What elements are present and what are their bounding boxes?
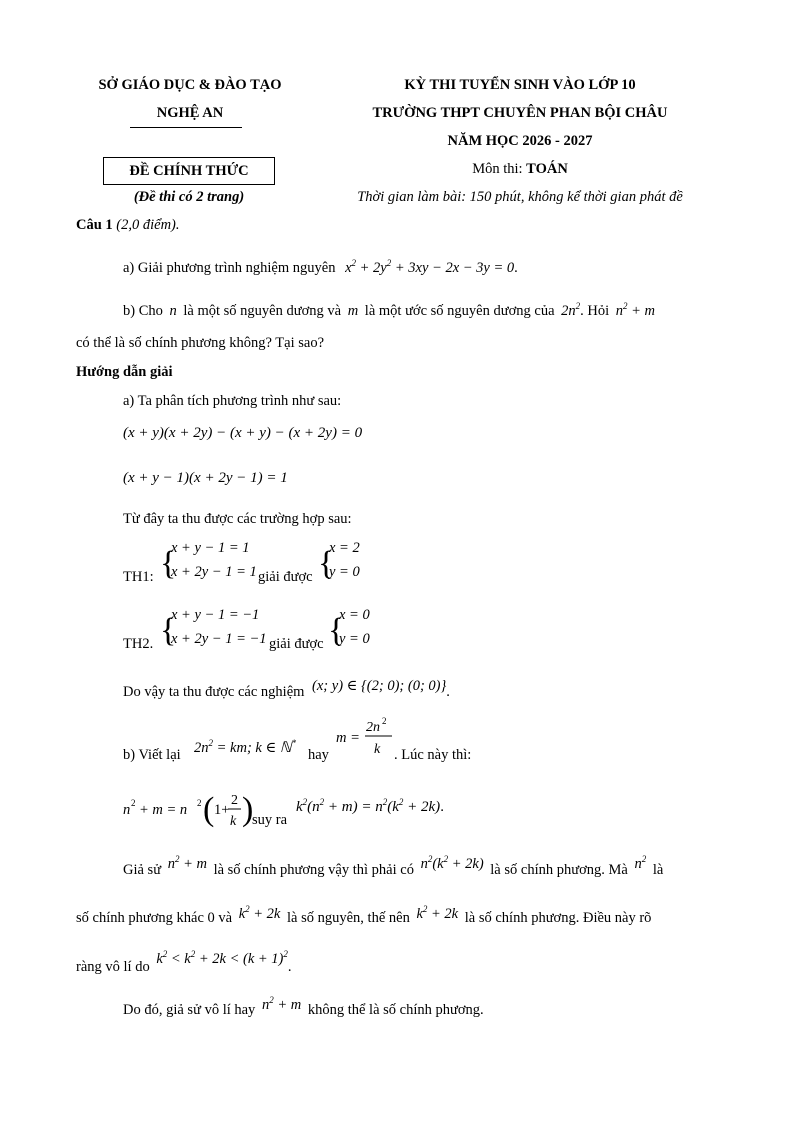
province-name: NGHỆ AN bbox=[156, 105, 224, 121]
p3-inequality: $k^2 < k^2 + 2k < (k + 1)^2$ bbox=[156, 949, 288, 967]
svg-text:2: 2 bbox=[382, 716, 387, 726]
official-stamp-box bbox=[103, 157, 275, 185]
paragraph-3: ràng vô lí do $k^2 < k^2 + 2k < (k + 1)^2$. bbox=[76, 949, 292, 975]
k2-identity: $k^2(n^2 + m) = n^2(k^2 + 2k)$. bbox=[296, 797, 444, 815]
school-year: NĂM HỌC 2026 - 2027 bbox=[447, 133, 593, 149]
p1-text-b: là số chính phương vậy thì phải có bbox=[213, 861, 414, 878]
svg-text:y = 0: y = 0 bbox=[329, 564, 360, 580]
question-points: (2,0 điểm). bbox=[112, 217, 180, 233]
hay-word: hay bbox=[308, 747, 329, 763]
svg-text:k: k bbox=[230, 814, 237, 829]
part-b-prompt bbox=[123, 301, 655, 320]
luc-nay-text: . Lúc này thì: bbox=[394, 747, 472, 763]
svg-text:2: 2 bbox=[197, 798, 202, 808]
factored-equation-1: (x + y)(x + 2y) − (x + y) − (x + 2y) = 0 bbox=[123, 425, 363, 441]
paragraph-1 bbox=[123, 854, 664, 879]
exam-title: KỲ THI TUYỂN SINH VÀO LỚP 10 bbox=[404, 77, 636, 93]
time-note: Thời gian làm bài: 150 phút, không kể thời gian phát đề bbox=[357, 189, 683, 205]
svg-text:2: 2 bbox=[131, 798, 136, 808]
part-a-equation: $x^2 + 2y^2 + 3xy - 2x - 3y = 0$ bbox=[345, 258, 515, 276]
question-number: Câu 1 bbox=[76, 217, 113, 233]
rewrite-text: b) Viết lại bbox=[123, 747, 181, 763]
expr-2n2: $2n^2$ bbox=[561, 301, 581, 319]
p1-text-c: là số chính phương. Mà bbox=[490, 861, 628, 878]
paragraph-2 bbox=[76, 904, 652, 927]
pages-note: (Đề thi có 2 trang) bbox=[133, 189, 245, 205]
part-b-text-3: là một ước số nguyên dương của bbox=[364, 302, 555, 319]
official-label: ĐỀ CHÍNH THỨC bbox=[129, 163, 249, 179]
svg-text:x = 0: x = 0 bbox=[339, 607, 370, 623]
case-1-label: TH1: bbox=[123, 569, 154, 585]
suy-ra-text: suy ra bbox=[252, 812, 288, 828]
p2-text-b: là số nguyên, thế nên bbox=[287, 909, 410, 926]
header-divider bbox=[130, 127, 242, 128]
solution-heading: Hướng dẫn giải bbox=[76, 364, 173, 380]
svg-text:x + y − 1 = −1: x + y − 1 = −1 bbox=[171, 607, 260, 623]
part-a-text: a) Giải phương trình nghiệm nguyên bbox=[123, 259, 336, 276]
p3-text-a: ràng vô lí do bbox=[76, 958, 150, 975]
factored-equation-2: (x + y − 1)(x + 2y − 1) = 1 bbox=[123, 470, 288, 486]
svg-text:(: ( bbox=[203, 791, 215, 828]
m-fraction bbox=[336, 716, 396, 764]
solution-a-conclusion: Do vậy ta thu được các nghiệm (x; y) ∈ {(2; 0); (0; 0)}. bbox=[123, 678, 450, 700]
svg-text:1+: 1+ bbox=[214, 802, 230, 818]
final-conclusion bbox=[123, 995, 484, 1019]
svg-text:n: n bbox=[123, 802, 131, 818]
part-b-text-2: là một số nguyên dương và bbox=[183, 302, 342, 319]
p2-text-c: là số chính phương. Điều này rõ bbox=[464, 909, 652, 926]
subject-prefix: Môn thi: bbox=[472, 161, 527, 177]
part-b-text-4: . Hỏi bbox=[580, 302, 610, 319]
solution-a-intro: a) Ta phân tích phương trình như sau: bbox=[123, 393, 342, 409]
svg-text:m =: m = bbox=[336, 730, 360, 746]
question-title bbox=[76, 217, 180, 234]
final-text-b: không thể là số chính phương. bbox=[307, 1001, 484, 1018]
p1-expr-b: $n^2(k^2 + 2k)$ bbox=[420, 854, 484, 872]
svg-text:): ) bbox=[242, 791, 253, 828]
n2-plus-m-expansion bbox=[123, 790, 253, 838]
final-text-a: Do đó, giả sử vô lí hay bbox=[123, 1001, 256, 1018]
svg-text:{: { bbox=[160, 545, 177, 582]
rewrite-equation: $2n^2$ = km; k ∈ ℕ* bbox=[194, 738, 296, 756]
svg-text:x + 2y − 1 = −1: x + 2y − 1 = −1 bbox=[171, 631, 267, 647]
svg-text:k: k bbox=[374, 742, 381, 757]
svg-text:y = 0: y = 0 bbox=[339, 631, 370, 647]
svg-text:{: { bbox=[160, 612, 177, 649]
solution-set: (x; y) ∈ {(2; 0); (0; 0)} bbox=[312, 678, 447, 694]
svg-text:+ m = n: + m = n bbox=[139, 802, 188, 818]
part-b-text-1: b) Cho bbox=[123, 302, 163, 319]
subject-name: TOÁN bbox=[526, 161, 568, 177]
subject-line bbox=[330, 161, 710, 178]
final-expr: $n^2 + m$ bbox=[261, 995, 302, 1013]
case-1-solved-label: giải được bbox=[258, 569, 313, 585]
cases-intro: Từ đây ta thu được các trường hợp sau: bbox=[123, 511, 352, 527]
svg-text:x = 2: x = 2 bbox=[329, 540, 360, 556]
p1-text-a: Giả sử bbox=[123, 861, 162, 878]
svg-text:x + y − 1 = 1: x + y − 1 = 1 bbox=[171, 540, 250, 556]
expr-n2-plus-m: $n^2 + m$ bbox=[615, 301, 656, 319]
svg-text:{: { bbox=[328, 612, 345, 649]
var-m: m bbox=[347, 302, 359, 319]
svg-text:2n: 2n bbox=[366, 720, 380, 735]
var-n: n bbox=[169, 302, 177, 319]
case-2-solved-label: giải được bbox=[269, 636, 324, 652]
school-name: TRƯỜNG THPT CHUYÊN PHAN BỘI CHÂU bbox=[372, 105, 668, 121]
p1-text-d: là bbox=[652, 861, 664, 878]
svg-text:x + 2y − 1 = 1: x + 2y − 1 = 1 bbox=[171, 564, 257, 580]
conclusion-text: Do vậy ta thu được các nghiệm bbox=[123, 684, 305, 700]
svg-text:2: 2 bbox=[231, 793, 238, 808]
p2-expr-a: $k^2 + 2k$ bbox=[238, 904, 281, 922]
p2-expr-b: $k^2 + 2k$ bbox=[416, 904, 459, 922]
svg-text:{: { bbox=[318, 545, 335, 582]
p1-expr-c: $n^2$ bbox=[634, 854, 647, 872]
part-b-question: có thể là số chính phương không? Tại sao? bbox=[76, 335, 325, 351]
part-a-prompt: a) Giải phương trình nghiệm nguyên $x^2 + 2y^2 + 3xy - 2x - 3y = 0$. bbox=[123, 258, 518, 276]
p2-text-a: số chính phương khác 0 và bbox=[76, 909, 233, 926]
case-2-label: TH2. bbox=[123, 636, 154, 652]
department-name: SỞ GIÁO DỤC & ĐÀO TẠO bbox=[98, 77, 282, 93]
p1-expr-a: $n^2 + m$ bbox=[167, 854, 207, 872]
